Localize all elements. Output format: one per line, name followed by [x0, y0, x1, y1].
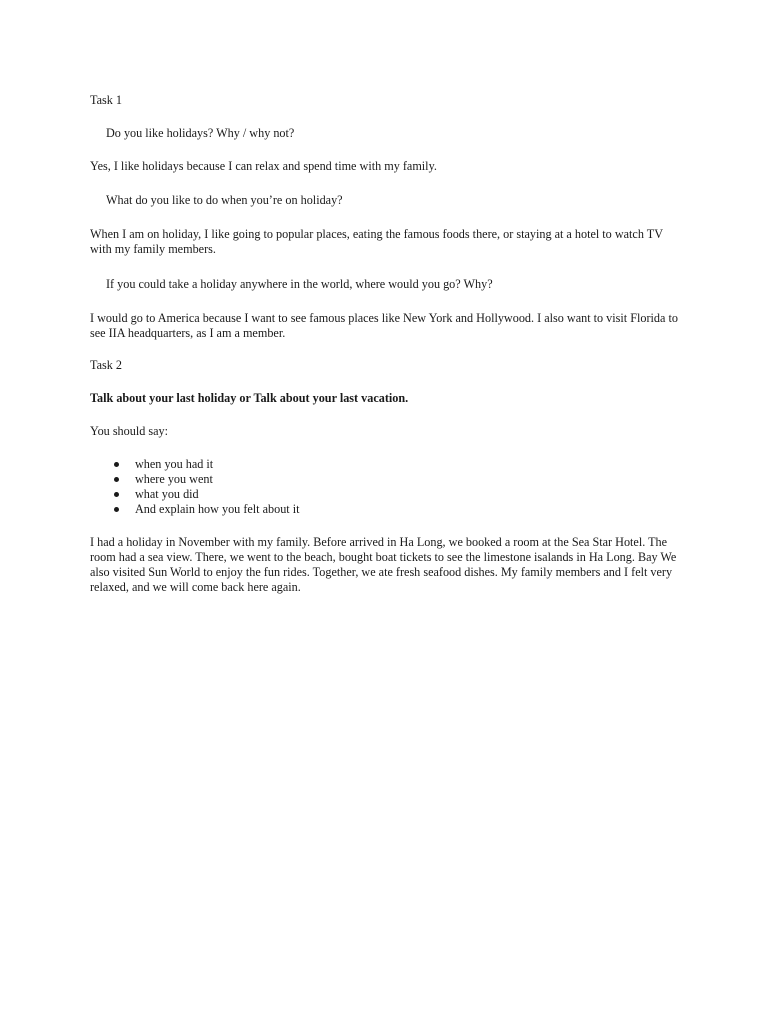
task2-heading: Task 2: [90, 358, 122, 372]
list-item: [90, 502, 300, 517]
bullet-icon: [114, 462, 119, 467]
task1-heading: Task 1: [90, 93, 122, 107]
question-1: Do you like holidays? Why / why not?: [106, 126, 295, 140]
list-item: [90, 472, 300, 487]
list-item: [90, 487, 300, 502]
list-item: [90, 457, 300, 472]
list-item-text: where you went: [135, 472, 213, 486]
question-2: What do you like to do when you’re on holiday?: [106, 193, 343, 207]
list-item-text: what you did: [135, 487, 199, 501]
answer-2: When I am on holiday, I like going to popular places, eating the famous foods there, or staying at a hotel to watch TV with my family members.: [90, 227, 663, 256]
task2-prompt: Talk about your last holiday or Talk about your last vacation.: [90, 391, 409, 405]
answer-1: Yes, I like holidays because I can relax and spend time with my family.: [90, 159, 437, 173]
task2-answer: I had a holiday in November with my family. Before arrived in Ha Long, we booked a room at the Sea Star Hotel. The room had a sea view. There, we went to the beach, bought boat tickets to see the limestone isalands in Ha Long. Bay We also visited Sun World to enjoy the fun rides. Together, we ate fresh seafood dishes. My family members and I felt very relaxed, and we will come back here again.: [90, 535, 677, 594]
bullet-icon: [114, 477, 119, 482]
list-item-text: when you had it: [135, 457, 214, 471]
answer-3: I would go to America because I want to see famous places like New York and Hollywood. I also want to visit Florida to see IIA headquarters, as I am a member.: [90, 311, 678, 340]
bullet-icon: [114, 492, 119, 497]
bullet-icon: [114, 507, 119, 512]
list-item-text: And explain how you felt about it: [135, 502, 300, 516]
you-should-say: You should say:: [90, 424, 168, 438]
question-3: If you could take a holiday anywhere in the world, where would you go? Why?: [106, 277, 493, 291]
cue-list: [90, 457, 300, 517]
